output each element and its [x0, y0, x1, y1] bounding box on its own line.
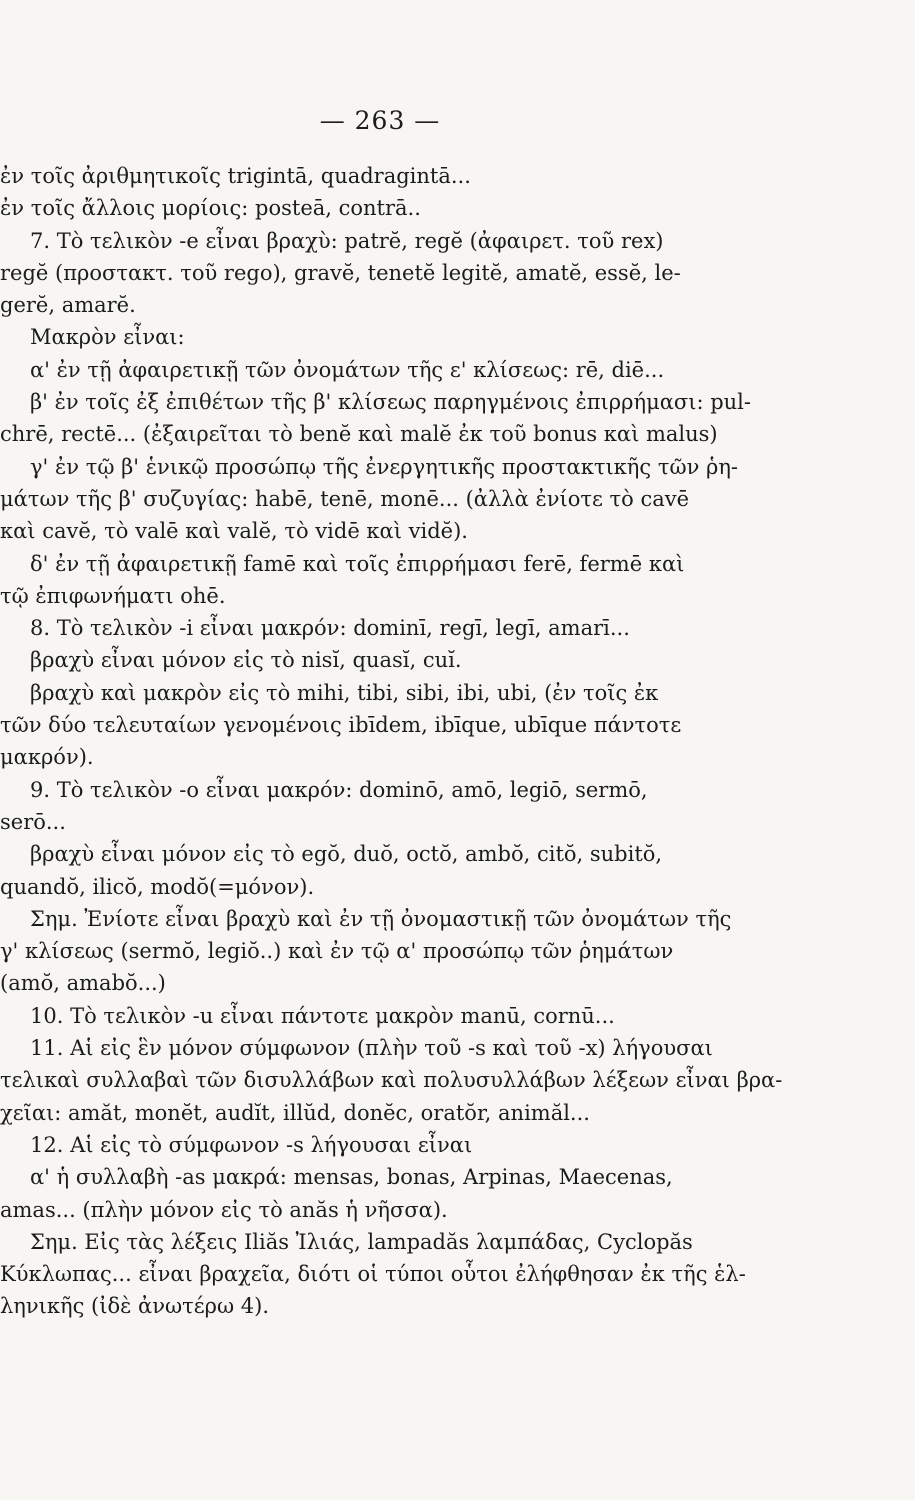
- text-line: 7. Τὸ τελικὸν -e εἶναι βραχὺ: patrĕ, regĕ (ἀφαιρετ. τοῦ rex): [30, 228, 664, 253]
- text-line: chrē, rectē... (ἐξαιρεῖται τὸ benĕ καὶ malĕ ἐκ τοῦ bonus καὶ malus): [0, 422, 718, 447]
- text-line: βραχὺ καὶ μακρὸν εἰς τὸ mihi, tibi, sibi, ibi, ubi, (ἐν τοῖς ἐκ: [30, 680, 659, 705]
- text-line: 10. Τὸ τελικὸν -u εἶναι πάντοτε μακρὸν manū, cornū...: [30, 1003, 615, 1028]
- text-line: 9. Τὸ τελικὸν -o εἶναι μακρόν: dominō, amō, legiō, sermō,: [30, 777, 648, 802]
- text-line: regĕ (προστακτ. τοῦ rego), gravĕ, tenetĕ legitĕ, amatĕ, essĕ, le-: [0, 260, 681, 285]
- text-line: α' ἐν τῇ ἀφαιρετικῇ τῶν ὀνομάτων τῆς ε' κλίσεως: rē, diē...: [30, 357, 665, 382]
- text-line: α' ἡ συλλαβὴ -as μακρά: mensas, bonas, Arpinas, Maecenas,: [30, 1165, 673, 1190]
- text-line: γ' ἐν τῷ β' ἑνικῷ προσώπῳ τῆς ἐνεργητικῆς προστακτικῆς τῶν ῥη-: [30, 454, 739, 479]
- text-line: δ' ἐν τῇ ἀφαιρετικῇ famē καὶ τοῖς ἐπιρρήμασι ferē, fermē καὶ: [30, 551, 685, 576]
- text-line: Κύκλωπας... εἶναι βραχεῖα, διότι οἱ τύποι οὗτοι ἐλήφθησαν ἐκ τῆς ἑλ-: [0, 1262, 746, 1287]
- text-line: serō...: [0, 809, 66, 834]
- text-line: gerĕ, amarĕ.: [0, 293, 136, 318]
- text-line: 8. Τὸ τελικὸν -i εἶναι μακρόν: dominī, regī, legī, amarī...: [30, 616, 630, 641]
- text-line: μάτων τῆς β' συζυγίας: habē, tenē, monē... (ἀλλὰ ἐνίοτε τὸ cavē: [0, 486, 690, 511]
- text-line: βραχὺ εἶναι μόνον εἰς τὸ egŏ, duŏ, octŏ, ambŏ, citŏ, subitŏ,: [30, 842, 663, 867]
- text-line: Μακρὸν εἶναι:: [30, 325, 185, 350]
- text-line: Σημ. Ἐνίοτε εἶναι βραχὺ καὶ ἐν τῇ ὀνομαστικῇ τῶν ὀνομάτων τῆς: [30, 906, 732, 931]
- text-line: ληνικῆς (ἰδὲ ἀνωτέρω 4).: [0, 1294, 269, 1319]
- text-line: β' ἐν τοῖς ἐξ ἐπιθέτων τῆς β' κλίσεως παρηγμένοις ἐπιρρήμασι: pul-: [30, 390, 751, 415]
- text-line: τῶν δύο τελευταίων γενομένοις ibīdem, ibīque, ubīque πάντοτε: [0, 713, 682, 738]
- text-line: (amŏ, amabŏ...): [0, 971, 166, 996]
- text-line: τῷ ἐπιφωνήματι ohē.: [0, 583, 226, 608]
- text-line: μακρόν).: [0, 745, 94, 770]
- text-line: quandŏ, ilicŏ, modŏ(=μόνον).: [0, 874, 315, 899]
- text-line: 11. Αἱ εἰς ἓν μόνον σύμφωνον (πλὴν τοῦ -s καὶ τοῦ -x) λήγουσαι: [30, 1036, 713, 1061]
- text-line: γ' κλίσεως (sermŏ, legiŏ..) καὶ ἐν τῷ α' προσώπῳ τῶν ῥημάτων: [0, 939, 674, 964]
- text-line: χεῖαι: amăt, monĕt, audĭt, illŭd, donĕc, oratŏr, animăl...: [0, 1100, 590, 1125]
- text-line: καὶ cavĕ, τὸ valē καὶ valĕ, τὸ vidē καὶ vidĕ).: [0, 519, 468, 544]
- text-line: amas... (πλὴν μόνον εἰς τὸ anăs ἡ νῆσσα).: [0, 1197, 448, 1222]
- text-line: βραχὺ εἶναι μόνον εἰς τὸ nisĭ, quasĭ, cuĭ.: [30, 648, 462, 673]
- text-line: τελικαὶ συλλαβαὶ τῶν δισυλλάβων καὶ πολυσυλλάβων λέξεων εἶναι βρα-: [0, 1068, 783, 1093]
- text-line: Σημ. Εἰς τὰς λέξεις Iliăs Ἰλιάς, lampadăs λαμπάδας, Cyclopăs: [30, 1229, 693, 1254]
- body-text: [0, 160, 800, 1323]
- page-number: — 263 —: [319, 106, 441, 135]
- text-line: ἐν τοῖς ἄλλοις μορίοις: posteā, contrā..: [0, 196, 421, 221]
- text-line: 12. Αἱ εἰς τὸ σύμφωνον -s λήγουσαι εἶναι: [30, 1132, 473, 1157]
- text-line: ἐν τοῖς ἀριθμητικοῖς trigintā, quadragintā...: [0, 164, 471, 188]
